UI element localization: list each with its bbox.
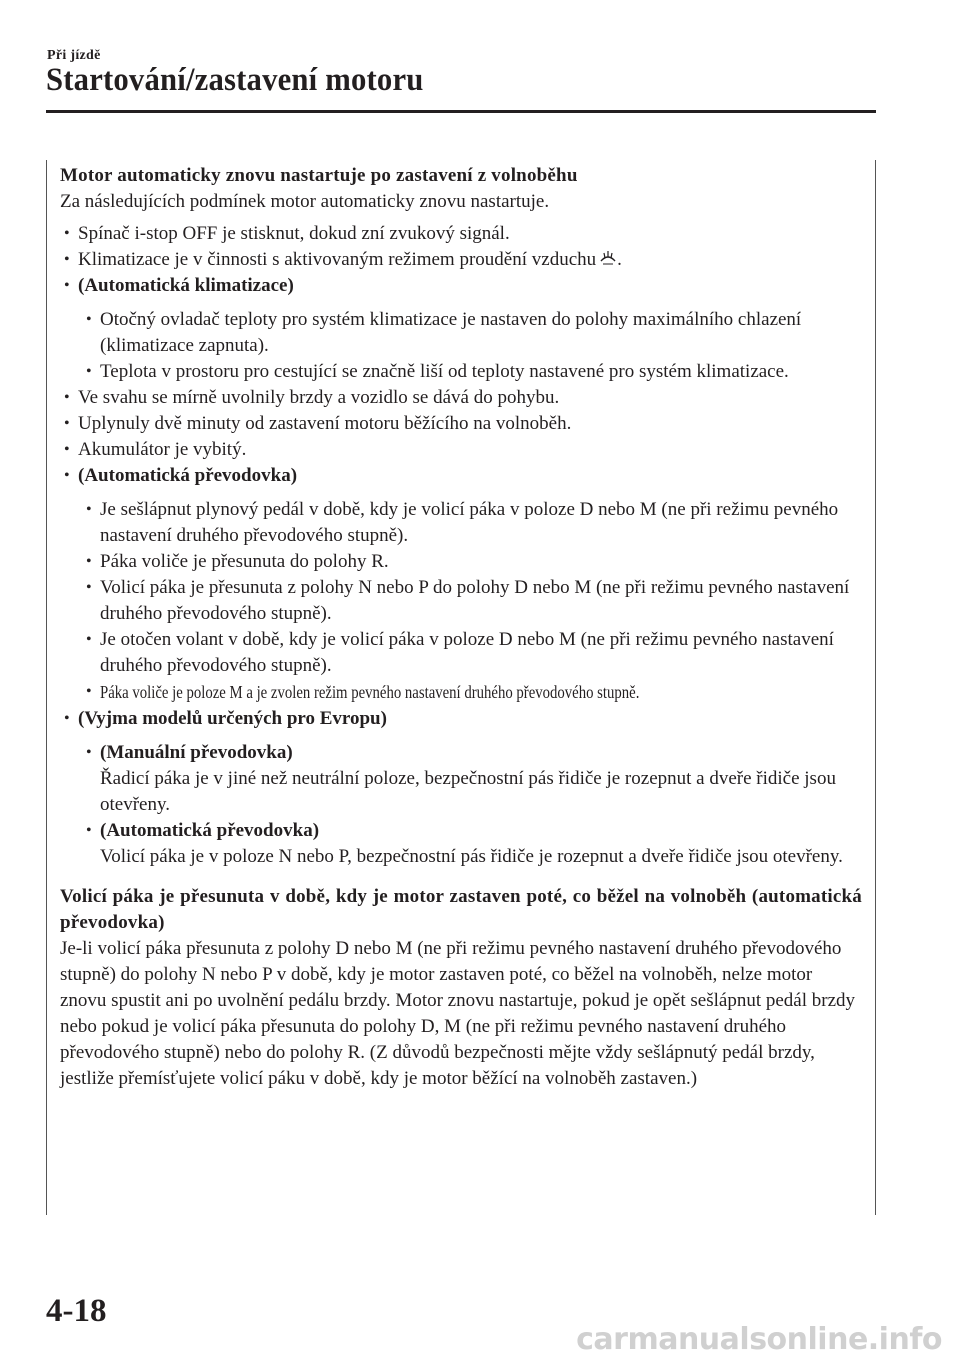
bullet: • [64, 251, 70, 268]
section-heading: Motor automaticky znovu nastartuje po zastavení z volnoběhu [60, 165, 578, 186]
list-item-text: Volicí páka je přesunuta z polohy N nebo P do polohy D nebo M (ne při režimu pevného nastavení druhého převodového stupně). [100, 577, 850, 624]
group-label-non-europe: (Vyjma modelů určených pro Evropu) [78, 708, 387, 729]
list-item-text: Otočný ovladač teploty pro systém klimatizace je nastaven do polohy maximálního chlazení (klimatizace zapnuta). [100, 309, 802, 356]
section-label: Při jízdě [47, 48, 101, 63]
list-item [60, 437, 862, 463]
list-item-text: Páka voliče je přesunuta do polohy R. [100, 551, 389, 572]
list-item-text: Je sešlápnut plynový pedál v době, kdy je volicí páka v poloze D nebo M (ne při režimu pevného nastavení druhého převodového stupně). [100, 499, 839, 546]
list-item [60, 247, 862, 273]
group-label-auto-transmission: (Automatická převodovka) [78, 465, 298, 486]
conditions-list [60, 221, 862, 870]
automatic-transmission-label: (Automatická převodovka) [100, 820, 320, 841]
bullet: • [64, 277, 70, 294]
sub-list-item [60, 549, 862, 575]
list-item-text: Volicí páka je v poloze N nebo P, bezpečnostní pás řidiče je rozepnut a dveře řidiče jsou otevřeny. [100, 846, 843, 867]
bullet: • [86, 822, 92, 839]
bullet: • [64, 389, 70, 406]
title-divider [46, 110, 876, 113]
left-column-rule [46, 160, 47, 1215]
bullet: • [86, 631, 92, 648]
bullet: • [64, 441, 70, 458]
list-item [60, 385, 862, 411]
sub-list-item [60, 818, 862, 870]
bullet: • [86, 744, 92, 761]
sub-list-item [60, 307, 862, 359]
list-item-text: Spínač i-stop OFF je stisknut, dokud zní zvukový signál. [78, 223, 510, 244]
list-item [60, 221, 862, 247]
sub-list-item [60, 679, 862, 706]
list-item [60, 273, 862, 299]
bullet: • [64, 710, 70, 727]
list-item-end: . [617, 249, 622, 270]
list-item-text: Řadicí páka je v jiné než neutrální poloze, bezpečnostní pás řidiče je rozepnut a dveře řidiče jsou otevřeny. [100, 768, 836, 815]
group-label-auto-ac: (Automatická klimatizace) [78, 275, 294, 296]
windshield-defroster-icon [599, 249, 617, 267]
sub-list-item [60, 359, 862, 385]
list-item-text: Klimatizace je v činnosti s aktivovaným režimem proudění vzduchu [78, 249, 597, 270]
right-column-rule [875, 160, 876, 1215]
bullet: • [86, 579, 92, 596]
sub-list-item [60, 740, 862, 818]
bullet: • [86, 311, 92, 328]
list-item-text: Ve svahu se mírně uvolnily brzdy a vozidlo se dává do pohybu. [78, 387, 560, 408]
body-paragraph: Je-li volicí páka přesunuta z polohy D nebo M (ne při režimu pevného nastavení druhého převodového stupně) do polohy N nebo P v době, kdy je motor zastaven poté, co běžel na volnoběh, nelze motor znovu spustit ani po uvolnění pedálu brzdy. Motor znovu nastartuje, pokud je opět sešlápnut pedál brzdy nebo pokud je volicí páka přesunuta do polohy D, M (ne při režimu pevného nastavení druhého převodového stupně) nebo do polohy R. (Z důvodů bezpečnosti mějte vždy sešlápnutý pedál brzdy, jestliže přemísťujete volicí páku v době, kdy je motor běžící na volnoběh zastaven.) [60, 938, 856, 1089]
manual-transmission-label: (Manuální převodovka) [100, 742, 293, 763]
page-number: 4-18 [46, 1293, 107, 1329]
bullet: • [86, 553, 92, 570]
content-column [60, 163, 862, 1092]
list-item [60, 411, 862, 437]
list-item-text: Uplynuly dvě minuty od zastavení motoru běžícího na volnoběh. [78, 413, 572, 434]
list-item [60, 463, 862, 489]
selector-moved-section [60, 884, 862, 1092]
sub-list-item [60, 497, 862, 549]
bullet: • [64, 415, 70, 432]
list-item-text: Teplota v prostoru pro cestující se značně liší od teploty nastavené pro systém klimatizace. [100, 361, 789, 382]
bullet: • [86, 363, 92, 380]
bullet: • [86, 683, 92, 700]
sub-list-item [60, 627, 862, 679]
sub-list-item [60, 575, 862, 627]
intro-paragraph: Za následujících podmínek motor automaticky znovu nastartuje. [60, 191, 550, 212]
watermark: carmanualsonline.info [576, 1322, 942, 1357]
bullet: • [86, 501, 92, 518]
bullet: • [64, 225, 70, 242]
list-item [60, 706, 862, 732]
section-heading: Volicí páka je přesunuta v době, kdy je motor zastaven poté, co běžel na volnoběh (automatická převodovka) [60, 886, 862, 933]
page-title: Startování/zastavení motoru [46, 62, 424, 98]
list-item-text: Je otočen volant v době, kdy je volicí páka v poloze D nebo M (ne při režimu pevného nastavení druhého převodového stupně). [100, 629, 834, 676]
bullet: • [64, 467, 70, 484]
list-item-text: Akumulátor je vybitý. [78, 439, 247, 460]
list-item-text: Páka voliče je poloze M a je zvolen režim pevného nastavení druhého převodového stupně. [100, 682, 640, 702]
restart-conditions-section [60, 163, 862, 870]
